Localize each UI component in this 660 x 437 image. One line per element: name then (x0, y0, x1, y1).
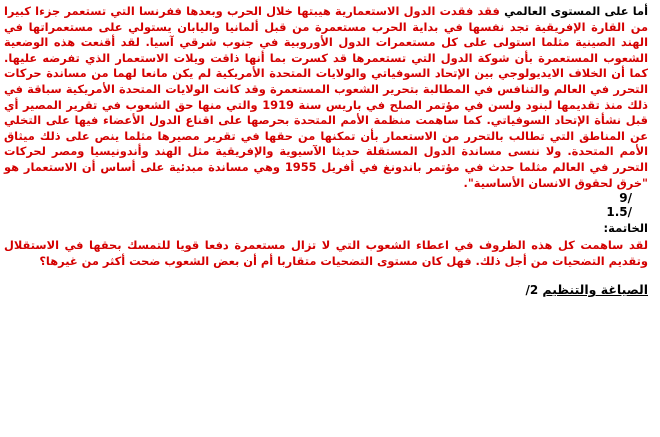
formatting-score: 2/ (525, 283, 539, 298)
part-score: /9 (619, 191, 632, 206)
closing-heading: الخاتمة: (603, 221, 648, 236)
paragraph-text: فقد فقدت الدول الاستعمارية هيبتها خلال الحرب وبعدها ففرنسا التي تستعمر جزءا كبيرا من القارة الإفريقية تجد نفسها في بداية الحرب مستعمرة من قبل ألمانيا واليابان يستولي على مستعمراتها في الهند الصينية مثلما استولى على كل مستعمرات الدول الأوروبية في جنوب شرقي آسيا. لقد أقنعت هذه الوضعية الشعوب المستعمرة بأن شوكة الدول التي تستعمرها قد كسرت بما أنها ذاقت ويلات الاستعمار الذي تفرضه عليها. كما أن الخلاف الايديولوجي بين الإتحاد السوفياتي والولايات المتحدة الأمريكية لم يكن مانعا لهما من مساندة حركات التحرر في العالم والتنافس في المطالبة بتحرير الشعوب المستعمرة وقد كانت الولايات المتحدة الأمريكية سباقة في ذلك منذ تقديمها لبنود ولسن في مؤتمر الصلح في باريس سنة 1919 والتي منها حق الشعوب في تقرير المصير أي قبل نشأة الإتحاد السوفياتي. كما ساهمت منظمة الأمم المتحدة بحرصها على اقناع الدول الأعضاء فيها على التخلي عن المناطق التي تطالب بالتحرر من الاستعمار بأن تمكنها من حقها في تقرير مصيرها مثلما ينص على ذلك ميثاق الأمم المتحدة. ولا ننسى مساندة الدول المستقلة حديثا الآسيوية والإفريقية مثل الهند وأندونيسيا ومصر لحركات التحرر في العالم مثلما حدث في مؤتمر باندونغ في أفريل 1955 وهي مساندة مبدئية على أساس أن الاستعمار هو "خرق لحقوق الانسان الأساسية". (4, 4, 648, 190)
closing-score: /1.5 (606, 205, 632, 220)
closing-paragraph: لقد ساهمت كل هذه الظروف في اعطاء الشعوب التي لا تزال مستعمرة دفعا قويا للتمسك بحقها في الاستقلال وتقديم التضحيات من أجل ذلك. فهل كان مستوى التضحيات متقاربا أم أن بعض الشعوب ضحت أكثر من غيرها؟ (4, 238, 648, 268)
body-paragraph (4, 4, 648, 191)
paragraph-lead: أما على المستوى العالمي (504, 4, 648, 18)
formatting-label: الصياغة والتنظيم (542, 282, 648, 298)
formatting-section (4, 281, 648, 299)
